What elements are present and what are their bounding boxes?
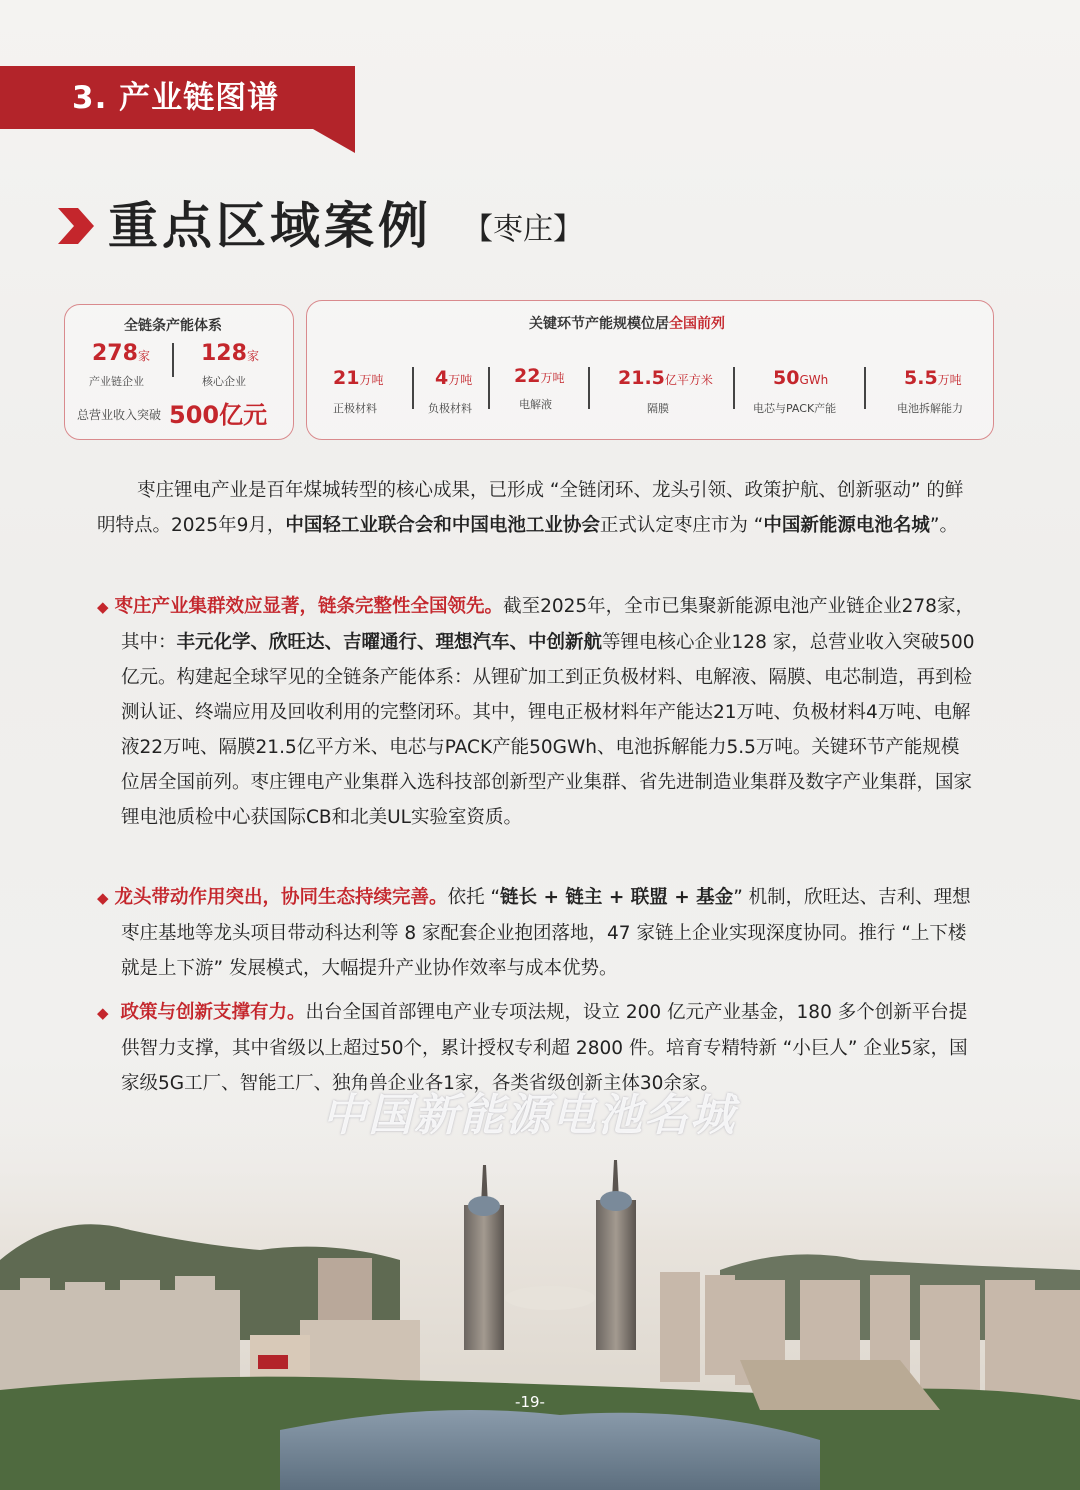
stat-value: 50 [773,367,800,389]
bullet-bold: 丰元化学、欣旺达、吉曜通行、理想汽车、中创新航 [176,632,603,653]
stat-electrolyte [514,365,564,387]
bullet-body [97,995,977,1101]
section-label: 3. 产业链图谱 [72,80,280,116]
stat-recycling [904,367,962,389]
stat-unit: 家 [246,349,259,363]
bullet-text: 等锂电核心企业128 家，总营业收入突破500亿元。构建起全球罕见的全链条产能体系：从锂矿加工到正负极材料、电解液、隔膜、电芯制造，再到检测认证、终端应用及回收利用的完整闭环。其中，锂电正极材料年产能达21万吨、负极材料4万吨、电解液22万吨、隔膜21.5亿平方米、电芯与PACK产能50GWh、电池拆解能力5.5万吨。关键环节产能规模位居全国前列。枣庄锂电产业集群入选科技部创新型产业集群、省先进制造业集群及数字产业集群，国家锂电池质检中心获国际CB和北美UL实验室资质。 [121,632,975,828]
key-capacity-heading [529,313,725,333]
stat-label: 产业链企业 [89,375,144,388]
bullet-lead: 枣庄产业集群效应显著，链条完整性全国领先。 [114,596,504,617]
stat-value: 22 [514,365,541,387]
bullet-bold: 链长 + 链主 + 联盟 + 基金 [500,887,734,908]
stat-anode [435,367,472,389]
bullet-body [97,589,977,835]
stat-value: 21.5 [618,367,665,389]
stat-chain-enterprises [92,341,150,366]
bullet-text: 截至2025年，全市已集聚新能源电池产业链企业278家，其中： [121,596,974,653]
stat-unit: 万吨 [937,373,962,387]
diamond-icon: ◆ [97,598,109,616]
intro-text: 正式认定枣庄市为 “ [599,515,764,536]
bullet-cluster [97,589,977,835]
divider [488,367,490,409]
intro-bold: 中国轻工业联合会和中国电池工业协会 [285,515,600,536]
capacity-system-box [64,304,294,440]
bullet-text: 出台全国首部锂电产业专项法规，设立 200 亿元产业基金，180 多个创新平台提供智力支撑，其中省级以上超过50个，累计授权专利超 2800 件。培育专精特新 “小巨人” 企业5家，国家级5G工厂、智能工厂、独角兽企业各1家，各类省级创新主体30余家。 [121,1002,968,1094]
intro-paragraph [97,473,977,543]
stat-unit: 万吨 [448,373,473,387]
stat-core-enterprises [201,341,259,366]
divider [733,367,735,409]
section-banner-tail [313,129,355,153]
chevron-right-icon [56,208,94,244]
stat-value: 5.5 [904,367,938,389]
stat-label: 电池拆解能力 [897,402,963,415]
stat-value: 128 [201,341,247,366]
page-number: -19- [515,1393,545,1411]
stat-label: 电解液 [519,398,552,411]
bullet-text: ” 机制，欣旺达、吉利、理想枣庄基地等龙头项目带动科达利等 8 家配套企业抱团落地，47 家链上企业实现深度协同。推行 “上下楼就是上下游” 发展模式，大幅提升产业协作效率与成本优势。 [121,887,971,979]
key-capacity-box [306,300,994,440]
bullet-policy [97,995,977,1101]
stat-value: 4 [435,367,449,389]
stat-label: 正极材料 [333,402,377,415]
stat-unit: 万吨 [359,373,384,387]
stat-unit: 万吨 [540,371,565,385]
city-slogan: 中国新能源电池名城 [322,1090,736,1141]
stat-unit: 亿平方米 [664,373,713,387]
bullet-lead: 龙头带动作用突出，协同生态持续完善。 [114,887,448,908]
stat-cell-pack [773,367,828,389]
divider [172,343,174,377]
stat-unit: 家 [137,349,150,363]
diamond-icon: ◆ [97,889,109,907]
heading-highlight: 全国前列 [669,316,725,332]
divider [588,367,590,409]
heading-prefix: 关键环节产能规模位居 [529,316,669,332]
revenue-label: 总营业收入突破 [77,408,162,422]
diamond-icon: ◆ [97,1004,109,1022]
intro-bold: 中国新能源电池名城 [763,515,930,536]
capacity-system-heading: 全链条产能体系 [124,318,222,334]
intro-text: 枣庄锂电产业是百年煤城转型的核心成果，已形成 “全链闭环、龙头引领、政策护航、创新驱动” 的鲜明特点。2025年9月， [97,480,964,536]
stat-value: 278 [92,341,138,366]
stat-label: 负极材料 [428,402,472,415]
city-skyline-image [0,1110,1080,1490]
stat-label: 核心企业 [202,375,246,388]
stat-unit: GWh [799,373,829,387]
bullet-lead: 政策与创新支撑有力。 [120,1002,306,1023]
stat-separator [618,367,713,389]
revenue-value: 500亿元 [169,401,268,429]
stat-label: 隔膜 [647,402,669,415]
bullet-leaders [97,880,977,986]
divider [864,367,866,409]
page-title-location: 【枣庄】 [463,212,583,247]
bullet-text: 依托 “ [447,887,501,908]
stat-label: 电芯与PACK产能 [753,402,837,415]
divider [412,367,414,409]
stat-value: 21 [333,367,360,389]
page-title: 重点区域案例 [108,197,432,255]
stat-cathode [333,367,383,389]
intro-text: ”。 [929,515,958,536]
bullet-body [97,880,977,986]
